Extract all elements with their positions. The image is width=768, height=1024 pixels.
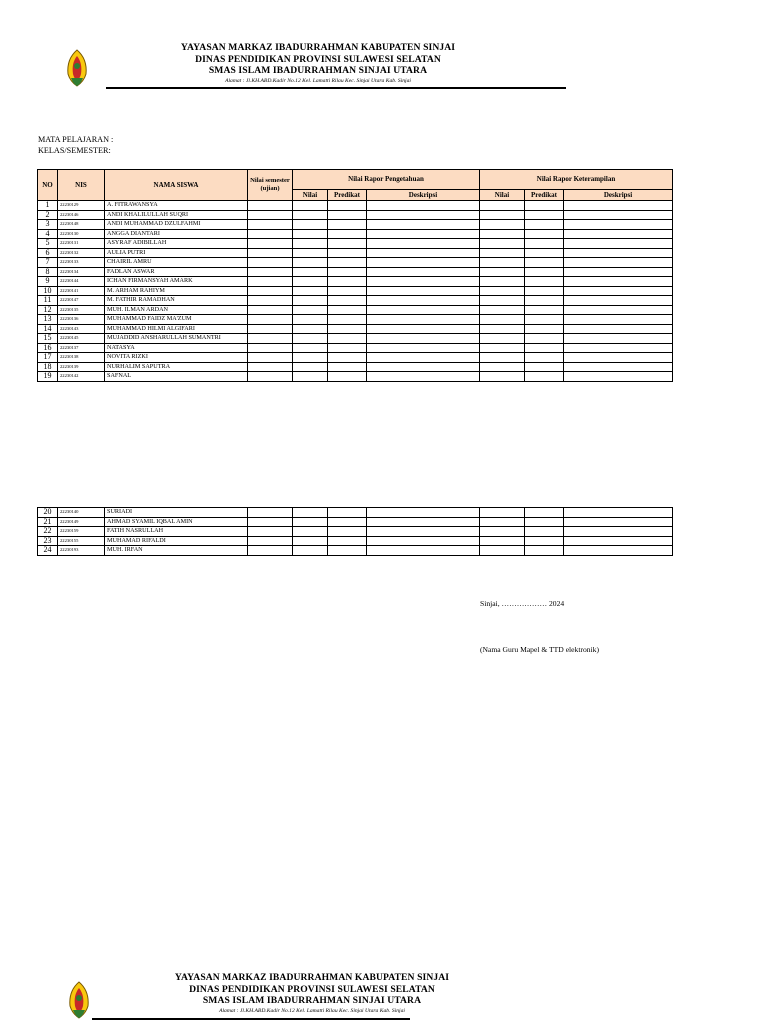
knowledge-predicate-cell [328,334,367,344]
skills-predicate-cell [525,362,564,372]
student-nis: 22230129 [58,201,105,211]
skills-description-cell [564,315,673,325]
school-emblem-icon [64,980,94,1020]
semester-score-cell [248,546,293,556]
knowledge-description-cell [367,508,480,518]
row-number: 8 [38,267,58,277]
student-nis: 22230135 [58,305,105,315]
skills-score-cell [480,546,525,556]
skills-header: Nilai Rapor Keterampilan [480,170,673,190]
student-name: FATIH NASRULLAH [105,527,248,537]
student-nis: 22230133 [58,258,105,268]
skills-predicate-cell [525,324,564,334]
knowledge-predicate-cell [328,343,367,353]
student-row [38,334,673,344]
student-name: MUH. IRFAN [105,546,248,556]
row-number: 1 [38,201,58,211]
student-row [38,286,673,296]
semester-score-cell [248,277,293,287]
row-number: 16 [38,343,58,353]
knowledge-score-cell [293,362,328,372]
student-row [38,508,673,518]
skills-predicate-cell [525,277,564,287]
student-name: M. FATHIR RAMADHAN [105,296,248,306]
knowledge-description-cell [367,353,480,363]
knowledge-predicate-cell [328,267,367,277]
knowledge-score-cell [293,220,328,230]
skills-description-cell [564,286,673,296]
semester-score-cell [248,315,293,325]
semester-score-cell [248,517,293,527]
student-nis: 22230139 [58,362,105,372]
student-row [38,267,673,277]
skills-description-cell [564,362,673,372]
skills-description-cell [564,343,673,353]
student-name: A. FITRAWANSYA [105,201,248,211]
semester-score-cell [248,220,293,230]
skills-predicate-cell [525,239,564,249]
knowledge-description-cell [367,315,480,325]
student-nis: 22230141 [58,286,105,296]
skills-score-cell [480,201,525,211]
skills-description-cell [564,277,673,287]
skills-predicate-cell [525,305,564,315]
skills-predicate-cell [525,372,564,382]
semester-score-cell [248,267,293,277]
row-number: 19 [38,372,58,382]
row-number: 4 [38,229,58,239]
knowledge-description-cell [367,536,480,546]
knowledge-score-header: Nilai [293,190,328,201]
student-name: CHAIRIL AMRU [105,258,248,268]
knowledge-description-cell [367,201,480,211]
skills-description-cell [564,334,673,344]
student-row [38,546,673,556]
skills-predicate-cell [525,527,564,537]
student-row [38,220,673,230]
knowledge-score-cell [293,277,328,287]
knowledge-score-cell [293,324,328,334]
col-nis-header: NIS [58,170,105,201]
skills-score-cell [480,334,525,344]
student-nis: 22230146 [58,210,105,220]
semester-score-cell [248,324,293,334]
skills-score-cell [480,372,525,382]
row-number: 15 [38,334,58,344]
skills-description-cell [564,508,673,518]
skills-predicate-cell [525,315,564,325]
knowledge-score-cell [293,343,328,353]
student-name: MUHAMMAD FAIDZ MA'ZUM [105,315,248,325]
knowledge-description-cell [367,546,480,556]
skills-predicate-cell [525,508,564,518]
grades-table [37,169,673,382]
knowledge-predicate-cell [328,362,367,372]
grades-table-body [38,201,673,382]
semester-score-cell [248,248,293,258]
knowledge-score-cell [293,286,328,296]
knowledge-score-cell [293,508,328,518]
semester-score-cell [248,536,293,546]
semester-score-cell [248,372,293,382]
knowledge-predicate-header: Predikat [328,190,367,201]
student-name: AHMAD SYAMIL IQBAL AMIN [105,517,248,527]
row-number: 23 [38,536,58,546]
knowledge-score-cell [293,372,328,382]
header-school: SMAS ISLAM IBADURRAHMAN SINJAI UTARA [208,65,428,76]
knowledge-predicate-cell [328,248,367,258]
col-semester-header: Nilai semester (ujian) [248,170,293,201]
header-divider [106,87,566,89]
skills-score-cell [480,286,525,296]
skills-score-cell [480,353,525,363]
student-name: M. ARHAM RAHIYM [105,286,248,296]
student-row [38,248,673,258]
skills-score-cell [480,210,525,220]
knowledge-score-cell [293,248,328,258]
knowledge-description-cell [367,334,480,344]
student-row [38,372,673,382]
semester-score-cell [248,239,293,249]
class-semester-label: KELAS/SEMESTER: [38,146,111,155]
skills-predicate-cell [525,286,564,296]
student-nis: 22230144 [58,277,105,287]
header-department: DINAS PENDIDIKAN PROVINSI SULAWESI SELATAN [195,53,441,65]
semester-score-cell [248,258,293,268]
student-name: AULIA PUTRI [105,248,248,258]
student-name: ASYRAF ADIBILLAH [105,239,248,249]
knowledge-predicate-cell [328,277,367,287]
semester-score-cell [248,305,293,315]
knowledge-predicate-cell [328,353,367,363]
skills-score-cell [480,305,525,315]
header-department: DINAS PENDIDIKAN PROVINSI SULAWESI SELATAN [189,983,435,995]
skills-predicate-header: Predikat [525,190,564,201]
knowledge-description-cell [367,239,480,249]
knowledge-description-cell [367,220,480,230]
knowledge-score-cell [293,267,328,277]
skills-description-cell [564,353,673,363]
semester-score-cell [248,343,293,353]
skills-description-cell [564,220,673,230]
knowledge-score-cell [293,239,328,249]
row-number: 24 [38,546,58,556]
student-name: ICHAN FIRMANSYAH AMARK [105,277,248,287]
skills-score-cell [480,258,525,268]
semester-score-cell [248,286,293,296]
knowledge-description-cell [367,324,480,334]
semester-score-cell [248,201,293,211]
skills-description-cell [564,210,673,220]
skills-predicate-cell [525,248,564,258]
knowledge-score-cell [293,229,328,239]
knowledge-score-cell [293,353,328,363]
knowledge-predicate-cell [328,286,367,296]
knowledge-predicate-cell [328,508,367,518]
knowledge-description-cell [367,305,480,315]
skills-predicate-cell [525,220,564,230]
student-name: SURIADI [105,508,248,518]
row-number: 7 [38,258,58,268]
col-no-header: NO [38,170,58,201]
student-row [38,324,673,334]
document-meta [38,134,113,156]
knowledge-score-cell [293,536,328,546]
skills-description-cell [564,517,673,527]
skills-score-cell [480,239,525,249]
skills-score-cell [480,229,525,239]
row-number: 10 [38,286,58,296]
knowledge-description-cell [367,248,480,258]
header-foundation: YAYASAN MARKAZ IBADURRAHMAN KABUPATEN SINJAI [174,972,450,983]
knowledge-score-cell [293,305,328,315]
student-nis: 22230134 [58,267,105,277]
skills-score-cell [480,315,525,325]
student-nis: 22230155 [58,536,105,546]
skills-score-cell [480,536,525,546]
knowledge-score-cell [293,517,328,527]
skills-predicate-cell [525,546,564,556]
student-name: MUH. ILMAN ARDAN [105,305,248,315]
skills-description-cell [564,324,673,334]
student-row [38,362,673,372]
skills-predicate-cell [525,296,564,306]
knowledge-predicate-cell [328,546,367,556]
school-emblem-icon [62,48,92,88]
knowledge-predicate-cell [328,305,367,315]
skills-score-cell [480,220,525,230]
skills-predicate-cell [525,353,564,363]
skills-description-cell [564,296,673,306]
skills-score-header: Nilai [480,190,525,201]
header-address: Alamat : Jl.KH.ABD.Kadir No.12 Kel. Lamatti Rilau Kec. Sinjai Utara Kab. Sinjai [225,77,411,84]
skills-predicate-cell [525,201,564,211]
subject-label: MATA PELAJARAN : [38,135,114,144]
semester-score-cell [248,334,293,344]
skills-description-cell [564,305,673,315]
student-row [38,353,673,363]
student-nis: 22230138 [58,353,105,363]
row-number: 11 [38,296,58,306]
knowledge-predicate-cell [328,210,367,220]
skills-score-cell [480,324,525,334]
semester-score-cell [248,508,293,518]
row-number: 17 [38,353,58,363]
knowledge-description-cell [367,527,480,537]
knowledge-header: Nilai Rapor Pengetahuan [293,170,480,190]
skills-predicate-cell [525,210,564,220]
student-row [38,239,673,249]
student-nis: 22230140 [58,508,105,518]
knowledge-score-cell [293,210,328,220]
skills-score-cell [480,343,525,353]
knowledge-predicate-cell [328,296,367,306]
signature-place-date: Sinjai, ……………… 2024 [480,599,565,608]
student-row [38,305,673,315]
student-nis: 22230193 [58,546,105,556]
student-nis: 22230137 [58,343,105,353]
header-divider [92,1018,410,1020]
student-row [38,536,673,546]
knowledge-predicate-cell [328,201,367,211]
student-name: SAFNAL [105,372,248,382]
student-nis: 22230136 [58,315,105,325]
row-number: 22 [38,527,58,537]
skills-description-cell [564,258,673,268]
student-row [38,527,673,537]
knowledge-score-cell [293,258,328,268]
skills-description-cell [564,248,673,258]
skills-description-cell [564,372,673,382]
skills-description-cell [564,201,673,211]
skills-description-cell [564,239,673,249]
student-nis: 22230149 [58,517,105,527]
knowledge-score-cell [293,201,328,211]
knowledge-predicate-cell [328,536,367,546]
student-row [38,517,673,527]
knowledge-predicate-cell [328,239,367,249]
knowledge-predicate-cell [328,372,367,382]
knowledge-predicate-cell [328,315,367,325]
knowledge-predicate-cell [328,229,367,239]
knowledge-predicate-cell [328,324,367,334]
row-number: 21 [38,517,58,527]
knowledge-predicate-cell [328,220,367,230]
knowledge-description-cell [367,229,480,239]
knowledge-description-cell [367,286,480,296]
student-nis: 22230142 [58,372,105,382]
signature-note: (Nama Guru Mapel & TTD elektronik) [480,645,600,654]
knowledge-score-cell [293,296,328,306]
knowledge-description-header: Deskripsi [367,190,480,201]
student-row [38,315,673,325]
header-school: SMAS ISLAM IBADURRAHMAN SINJAI UTARA [202,995,422,1006]
student-nis: 22230130 [58,229,105,239]
knowledge-predicate-cell [328,517,367,527]
knowledge-predicate-cell [328,527,367,537]
header-address: Alamat : Jl.KH.ABD.Kadir No.12 Kel. Lamatti Rilau Kec. Sinjai Utara Kab. Sinjai [219,1007,405,1014]
student-name: FADLAN ASWAR [105,267,248,277]
skills-description-cell [564,229,673,239]
knowledge-score-cell [293,546,328,556]
knowledge-predicate-cell [328,258,367,268]
knowledge-description-cell [367,277,480,287]
student-row [38,277,673,287]
skills-score-cell [480,267,525,277]
grades-table-continued-body [38,508,673,556]
skills-score-cell [480,517,525,527]
grades-table-continued [37,507,673,556]
knowledge-description-cell [367,372,480,382]
skills-predicate-cell [525,229,564,239]
skills-predicate-cell [525,517,564,527]
student-name: ANDI KHALILULLAH SUQRI [105,210,248,220]
student-name: NOVITA RIZKI [105,353,248,363]
student-nis: 22230147 [58,296,105,306]
student-row [38,296,673,306]
semester-score-cell [248,362,293,372]
student-nis: 22230159 [58,527,105,537]
skills-description-cell [564,536,673,546]
skills-description-cell [564,546,673,556]
knowledge-description-cell [367,210,480,220]
skills-score-cell [480,527,525,537]
skills-score-cell [480,248,525,258]
knowledge-description-cell [367,296,480,306]
skills-predicate-cell [525,343,564,353]
row-number: 6 [38,248,58,258]
col-name-header: NAMA SISWA [105,170,248,201]
student-name: MUHAMAD RIFALDI [105,536,248,546]
student-name: NATASYA [105,343,248,353]
skills-score-cell [480,296,525,306]
row-number: 13 [38,315,58,325]
skills-predicate-cell [525,258,564,268]
student-row [38,229,673,239]
student-name: ANDI MUHAMMAD DZULFAHMI [105,220,248,230]
knowledge-description-cell [367,517,480,527]
knowledge-score-cell [293,527,328,537]
row-number: 2 [38,210,58,220]
student-row [38,201,673,211]
semester-score-cell [248,229,293,239]
row-number: 14 [38,324,58,334]
row-number: 9 [38,277,58,287]
student-nis: 22230131 [58,239,105,249]
skills-score-cell [480,362,525,372]
knowledge-score-cell [293,334,328,344]
semester-score-cell [248,527,293,537]
student-name: NURHALIM SAPUTRA [105,362,248,372]
student-nis: 22230148 [58,220,105,230]
student-nis: 22230143 [58,324,105,334]
knowledge-description-cell [367,362,480,372]
knowledge-description-cell [367,267,480,277]
student-nis: 22230145 [58,334,105,344]
row-number: 18 [38,362,58,372]
skills-description-cell [564,527,673,537]
skills-description-header: Deskripsi [564,190,673,201]
skills-score-cell [480,508,525,518]
knowledge-score-cell [293,315,328,325]
semester-score-cell [248,296,293,306]
row-number: 3 [38,220,58,230]
student-row [38,343,673,353]
skills-score-cell [480,277,525,287]
knowledge-description-cell [367,343,480,353]
student-row [38,210,673,220]
skills-description-cell [564,267,673,277]
knowledge-description-cell [367,258,480,268]
row-number: 20 [38,508,58,518]
skills-predicate-cell [525,334,564,344]
semester-score-cell [248,353,293,363]
header-foundation: YAYASAN MARKAZ IBADURRAHMAN KABUPATEN SINJAI [180,42,456,53]
semester-score-cell [248,210,293,220]
student-name: MUHAMMAD HILMI ALGIFARI [105,324,248,334]
skills-predicate-cell [525,536,564,546]
row-number: 12 [38,305,58,315]
student-row [38,258,673,268]
skills-predicate-cell [525,267,564,277]
row-number: 5 [38,239,58,249]
student-nis: 22230132 [58,248,105,258]
student-name: MUJADDID ANSHARULLAH SUMANTRI [105,334,248,344]
student-name: ANGGA DIANTARI [105,229,248,239]
